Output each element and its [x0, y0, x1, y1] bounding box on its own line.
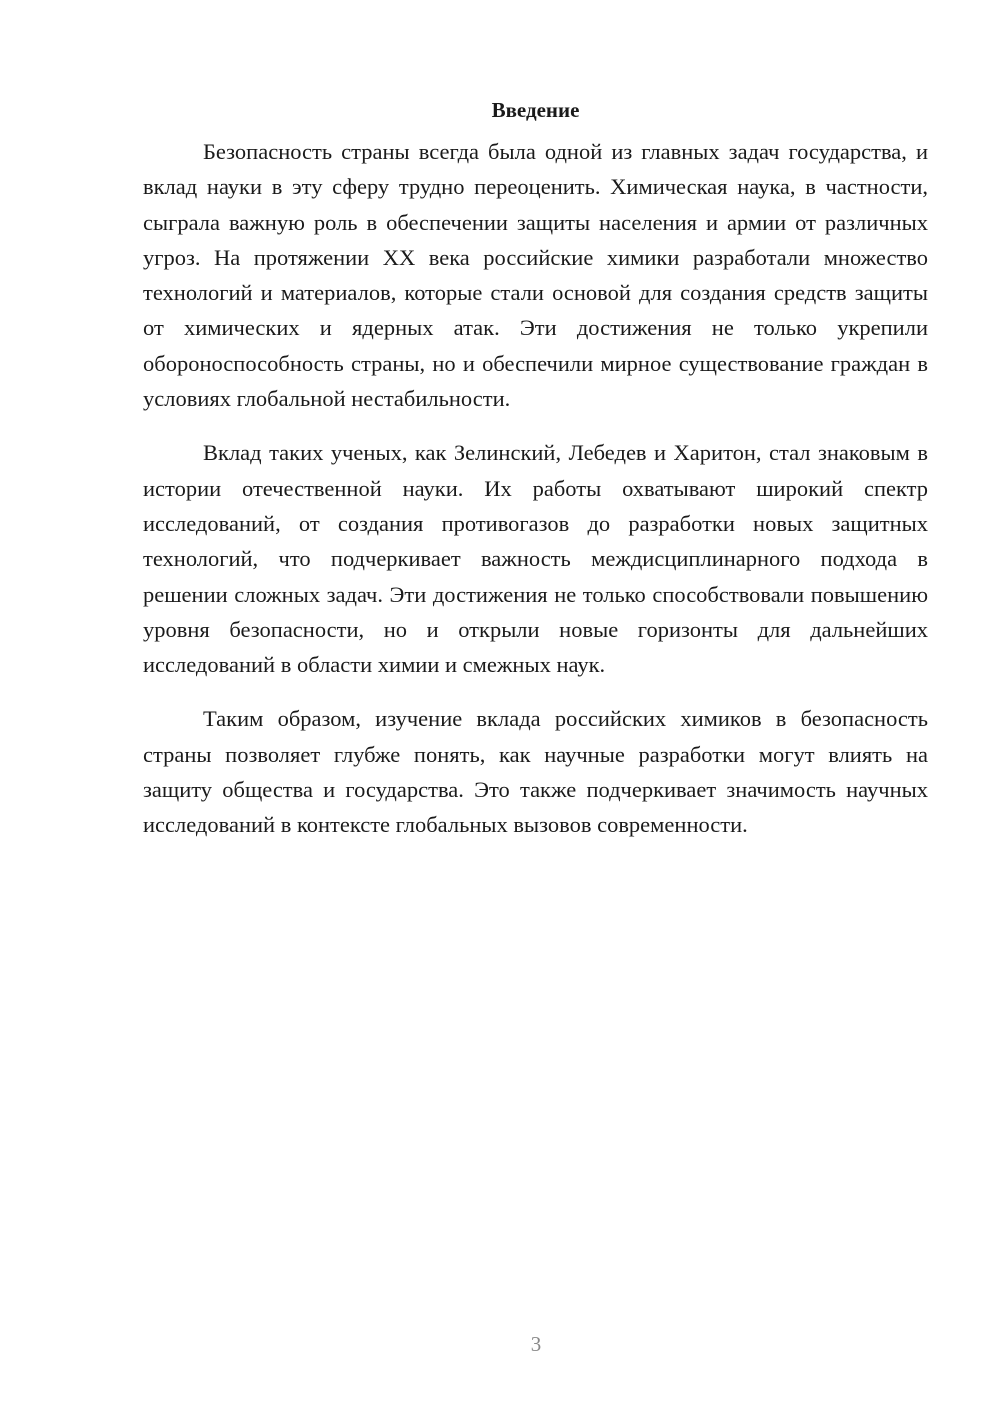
page-content: [143, 92, 928, 862]
section-title: Введение: [491, 98, 580, 122]
paragraph-1: Безопасность страны всегда была одной из главных задач государства, и вклад науки в эту сферу трудно переоценить. Химическая наука, в частности, сыграла важную роль в обеспечении защиты населения и армии от различных угроз. На протяжении XX века российские химики разработали множество технологий и материалов, которые стали основой для создания средств защиты от химических и ядерных атак. Эти достижения не только укрепили обороноспособность страны, но и обеспечили мирное существование граждан в условиях глобальной нестабильности.: [143, 139, 928, 412]
paragraph-3: Таким образом, изучение вклада российских химиков в безопасность страны позволяет глубже понять, как научные разработки могут влиять на защиту общества и государства. Это также подчеркивает значимость научных исследований в контексте глобальных вызовов современности.: [143, 706, 928, 838]
paragraph-2: Вклад таких ученых, как Зелинский, Лебедев и Харитон, стал знаковым в истории отечественной науки. Их работы охватывают широкий спектр исследований, от создания противогазов до разработки новых защитных технологий, что подчеркивает важность междисциплинарного подхода в решении сложных задач. Эти достижения не только способствовали повышению уровня безопасности, но и открыли новые горизонты для дальнейших исследований в области химии и смежных наук.: [143, 440, 928, 678]
page-number: 3: [530, 1332, 542, 1356]
